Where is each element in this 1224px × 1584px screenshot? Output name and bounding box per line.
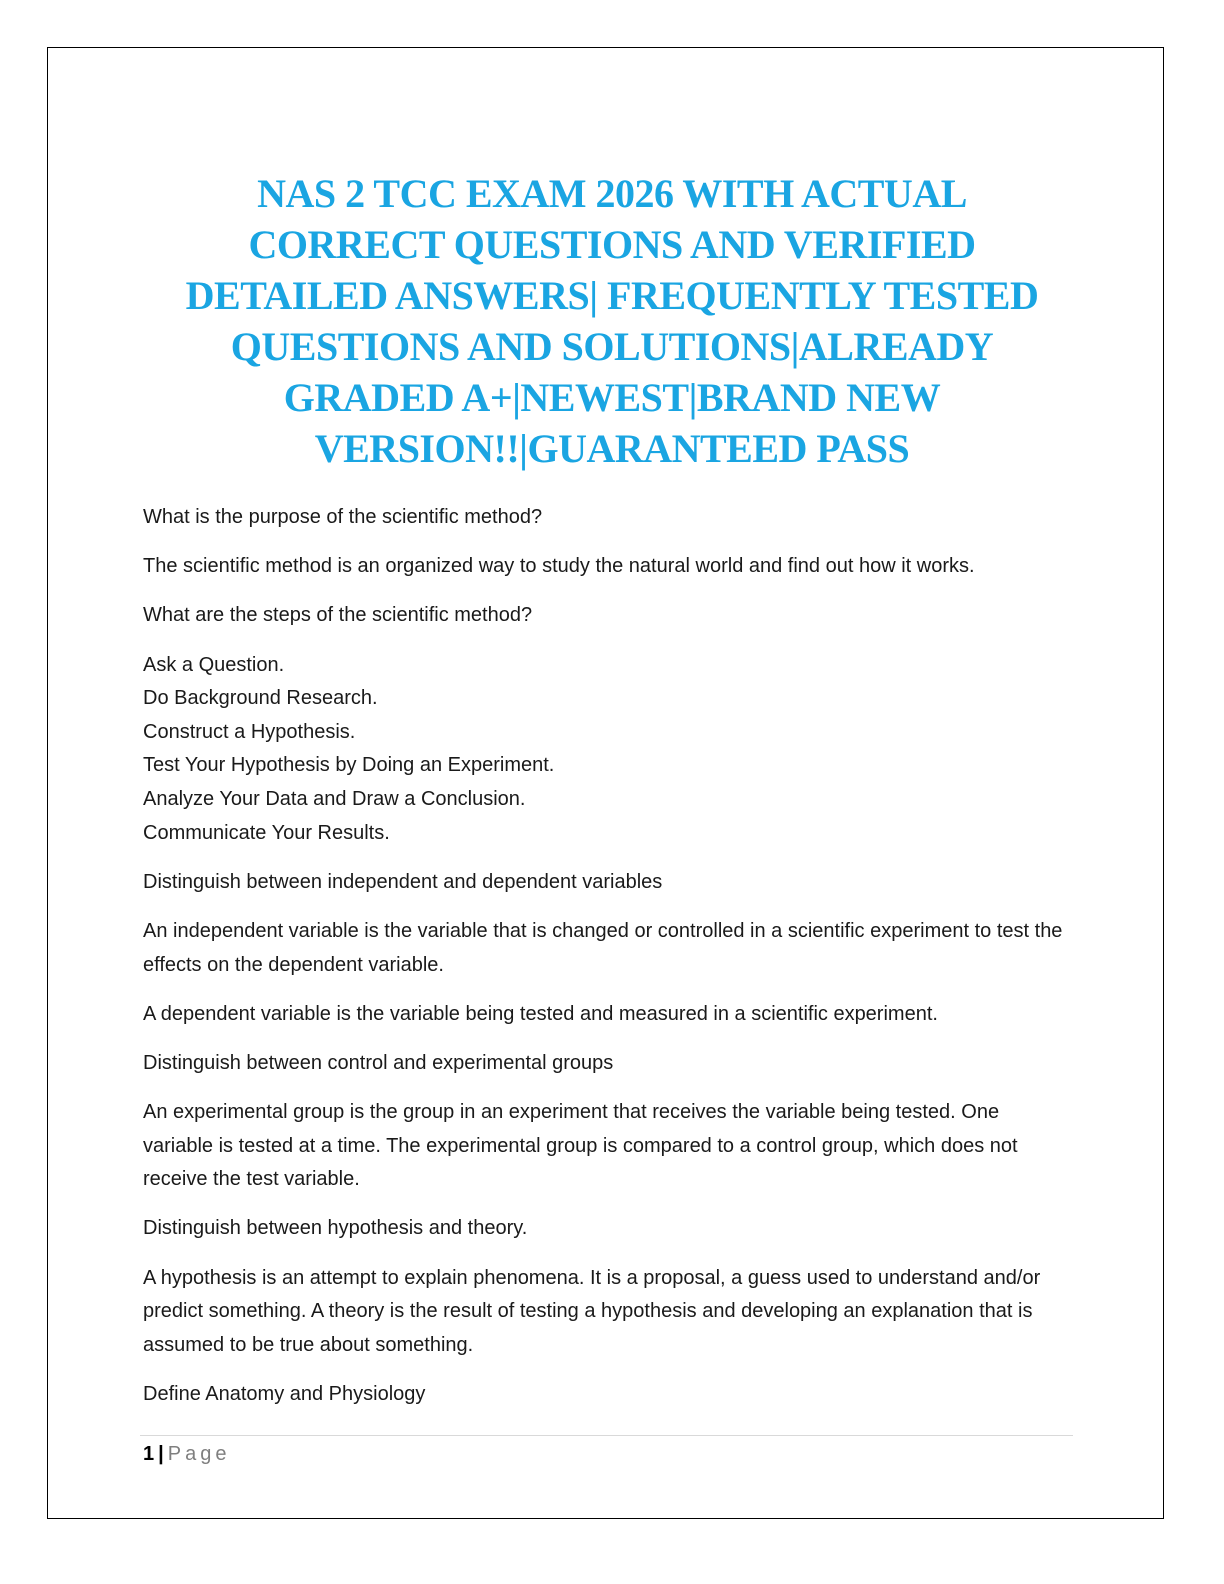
footer-separator: | [158,1443,164,1465]
page-number: 1 [143,1443,155,1465]
answer: An independent variable is the variable that is changed or controlled in a scientific experiment to test the effects on the dependent variable. [143,919,1063,976]
step-item: Communicate Your Results. [143,821,390,844]
step-item: Ask a Question. [143,653,285,676]
footer-divider [140,1435,1073,1436]
question: Distinguish between control and experimental groups [143,1051,614,1074]
question: Distinguish between hypothesis and theory. [143,1217,528,1240]
answer: A hypothesis is an attempt to explain phenomena. It is a proposal, a guess used to understand and/or predict something. A theory is the result of testing a hypothesis and developing an explanation that is assumed to be true about something. [143,1266,1041,1356]
title-line: GRADED A+|NEWEST|BRAND NEW [283,375,941,420]
document-title [120,168,1104,474]
question: What are the steps of the scientific method? [143,604,533,627]
step-item: Analyze Your Data and Draw a Conclusion. [143,787,526,810]
title-line: VERSION!!|GUARANTEED PASS [314,426,910,471]
title-line: CORRECT QUESTIONS AND VERIFIED [248,222,976,267]
question: What is the purpose of the scientific method? [143,506,543,528]
step-item: Test Your Hypothesis by Doing an Experiment. [143,754,555,777]
answer: A dependent variable is the variable being tested and measured in a scientific experiment. [143,1002,938,1025]
answer: The scientific method is an organized way to study the natural world and find out how it works. [143,555,975,578]
step-item: Construct a Hypothesis. [143,720,356,743]
question: Define Anatomy and Physiology [143,1383,426,1405]
step-item: Do Background Research. [143,687,378,710]
question: Distinguish between independent and dependent variables [143,870,663,893]
title-line: DETAILED ANSWERS| FREQUENTLY TESTED [185,273,1039,318]
answer-steps-list [143,649,1073,851]
document-body [143,501,1073,1427]
answer: An experimental group is the group in an experiment that receives the variable being tested. One variable is tested at a time. The experimental group is compared to a control group, which does not receive the test variable. [143,1101,1018,1191]
title-line: NAS 2 TCC EXAM 2026 WITH ACTUAL [257,171,967,216]
page-footer [143,1441,230,1467]
page-label: Page [167,1443,231,1465]
title-line: QUESTIONS AND SOLUTIONS|ALREADY [230,324,994,369]
